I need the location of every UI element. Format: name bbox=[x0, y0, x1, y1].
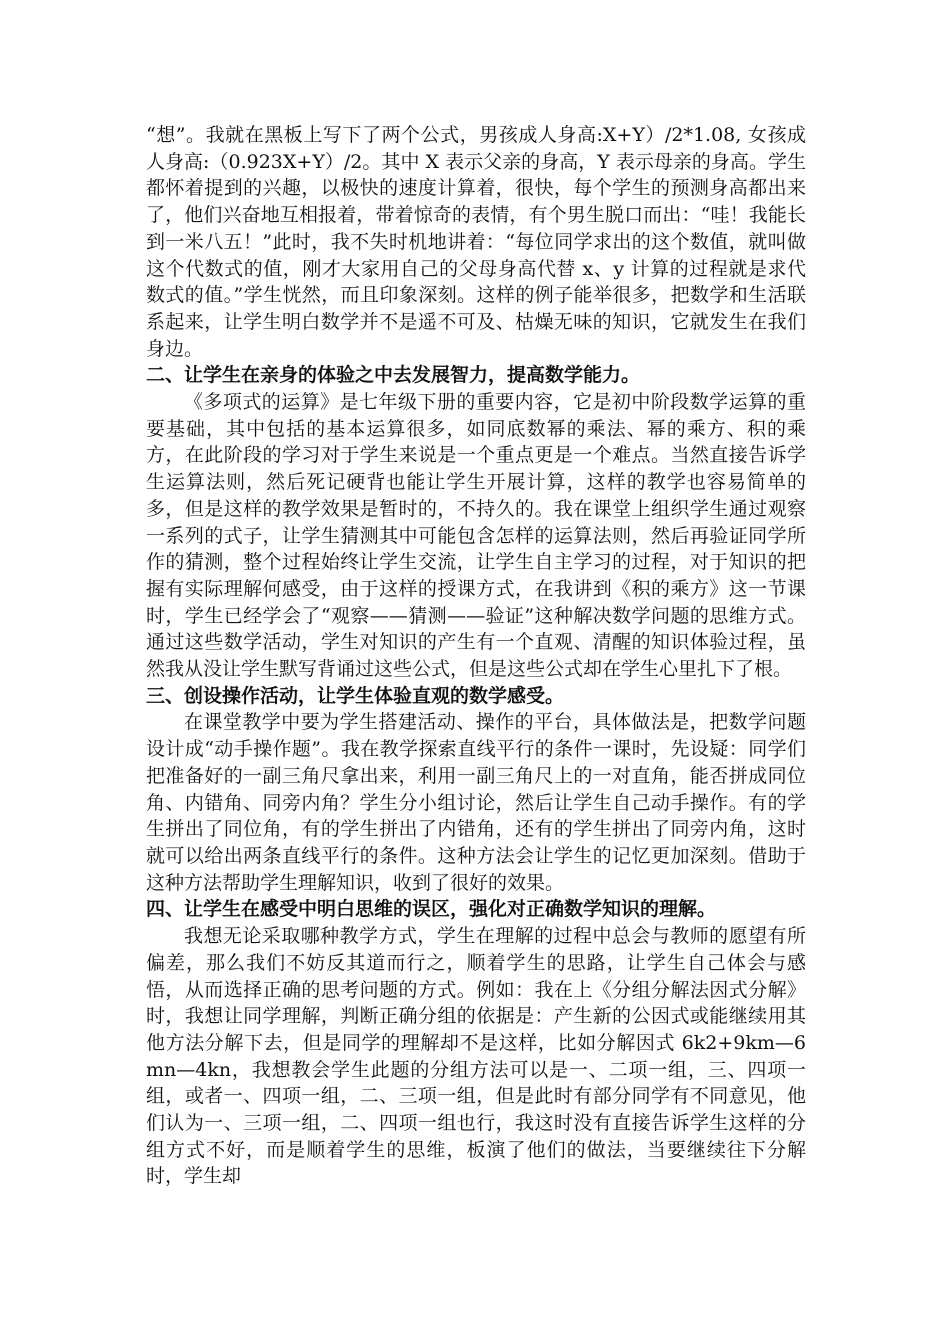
section-heading-2: 二、让学生在亲身的体验之中去发展智力，提高数学能力。 bbox=[146, 364, 641, 387]
paragraph-intro: “想”。我就在黑板上写下了两个公式，男孩成人身高:X+Y）/2*1.08, 女孩成人身高:（0.923X+Y）/2。其中 X 表示父亲的身高，Y 表示母亲的身高。学生都怀着提到的兴趣，以极快的速度计算着，很快，每个学生的预测身高都出来了，他们兴奋地互相报着，带着惊奇的表情，有个男生脱口而出：“哇！我能长到一米八五！”此时，我不失时机地讲着：“每位同学求出的这个数值，就叫做这个代数式的值，刚才大家用自己的父母身高代替 x、y 计算的过程就是求代数式的值。”学生恍然，而且印象深刻。这样的例子能举很多，把数学和生活联系起来，让学生明白数学并不是遥不可及、枯燥无味的知识，它就发生在我们身边。 bbox=[146, 124, 806, 360]
paragraph-section-2: 《多项式的运算》是七年级下册的重要内容，它是初中阶段数学运算的重要基础，其中包括的基本运算很多，如同底数幂的乘法、幂的乘方、积的乘方，在此阶段的学习对于学生来说是一个重点更是一个难点。当然直接告诉学生运算法则，然后死记硬背也能让学生开展计算，这样的教学也容易简单的多，但是这样的教学效果是暂时的，不持久的。我在课堂上组织学生通过观察一系列的式子，让学生猜测其中可能包含怎样的运算法则，然后再验证同学所作的猜测，整个过程始终让学生交流，让学生自主学习的过程，对于知识的把握有实际理解何感受，由于这样的授课方式，在我讲到《积的乘方》这一节课时，学生已经学会了“观察——猜测——验证”这种解决数学问题的思维方式。通过这些数学活动，学生对知识的产生有一个直观、清醒的知识体验过程，虽然我从没让学生默写背诵过这些公式，但是这些公式却在学生心里扎下了根。 bbox=[146, 391, 806, 681]
paragraph-section-4: 我想无论采取哪种教学方式，学生在理解的过程中总会与教师的愿望有所偏差，那么我们不妨反其道而行之，顺着学生的思路，让学生自己体会与感悟，从而选择正确的思考问题的方式。例如：我在上《分组分解法因式分解》时，我想让同学理解，判断正确分组的依据是：产生新的公因式或能继续用其他方法分解下去，但是同学的理解却不是这样，比如分解因式 6k2+9km—6mn—4kn，我想教会学生此题的分组方法可以是一、二项一组，三、四项一组，或者一、四项一组，二、三项一组，但是此时有部分同学有不同意见，他们认为一、三项一组，二、四项一组也行，我这时没有直接告诉学生这样的分组方式不好，而是顺着学生的思维，板演了他们的做法，当要继续往下分解时，学生却 bbox=[146, 925, 806, 1188]
document-body bbox=[146, 122, 806, 1190]
paragraph-section-3: 在课堂教学中要为学生搭建活动、操作的平台，具体做法是，把数学问题设计成“动手操作题”。我在教学探索直线平行的条件一课时，先设疑：同学们把准备好的一副三角尺拿出来，利用一副三角尺上的一对直角，能否拼成同位角、内错角、同旁内角？学生分小组讨论，然后让学生自己动手操作。有的学生拼出了同位角，有的学生拼出了内错角，还有的学生拼出了同旁内角，这时就可以给出两条直线平行的条件。这种方法会让学生的记忆更加深刻。借助于这种方法帮助学生理解知识，收到了很好的效果。 bbox=[146, 711, 806, 894]
section-heading-4: 四、让学生在感受中明白思维的误区，强化对正确数学知识的理解。 bbox=[146, 898, 717, 921]
section-heading-3: 三、创设操作活动，让学生体验直观的数学感受。 bbox=[146, 684, 565, 707]
